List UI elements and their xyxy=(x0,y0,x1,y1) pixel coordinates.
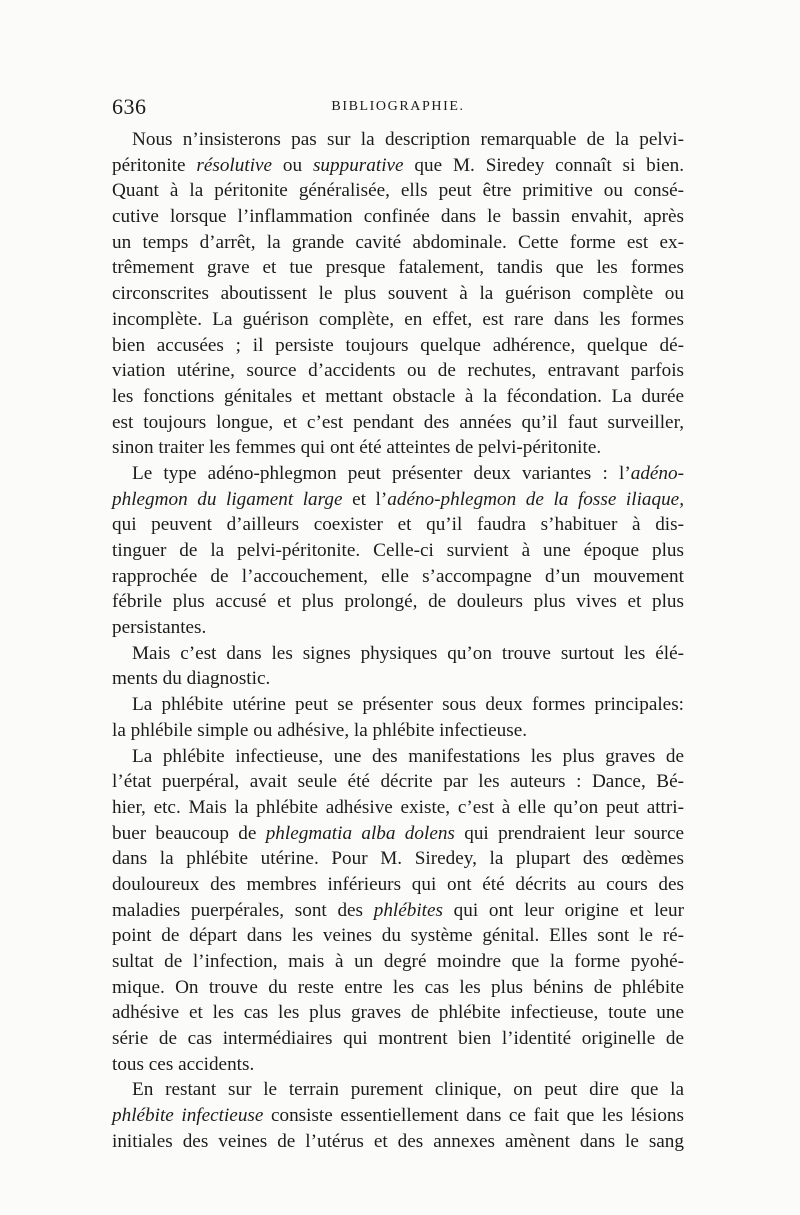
text-line xyxy=(112,333,684,359)
italic-text: phlegmatia alba dolens xyxy=(265,822,455,844)
text-segment: mique. On trouve du reste entre les cas les plus bénins de phlébite xyxy=(112,976,684,998)
text-segment: trêmement grave et tue presque fatalement, tandis que les formes xyxy=(112,257,684,279)
italic-text: adéno- xyxy=(630,462,684,484)
text-segment: Le type adéno-phlegmon peut présenter deux variantes : l’ xyxy=(132,462,631,484)
text-line xyxy=(112,1000,684,1026)
text-line xyxy=(112,744,684,770)
text-line xyxy=(112,898,684,924)
text-segment: circonscrites aboutissent le plus souvent à la guérison complète ou xyxy=(112,283,684,305)
text-line xyxy=(112,230,684,256)
text-segment: viation utérine, source d’accidents ou de rechutes, entravant parfois xyxy=(112,360,684,382)
text-line xyxy=(112,666,684,692)
text-line xyxy=(112,1129,684,1155)
text-line xyxy=(112,512,684,538)
text-segment: En restant sur le terrain purement clinique, on peut dire que la xyxy=(132,1079,684,1101)
text-line xyxy=(112,153,684,179)
text-line xyxy=(112,538,684,564)
text-line xyxy=(112,178,684,204)
text-line xyxy=(112,718,684,744)
text-segment: douloureux des membres inférieurs qui ont été décrits au cours des xyxy=(112,873,684,895)
text-segment: point de départ dans les veines du système génital. Elles sont le ré- xyxy=(112,925,684,947)
text-segment: que M. Siredey connaît si bien. xyxy=(403,154,685,176)
text-line xyxy=(112,975,684,1001)
text-line xyxy=(112,1052,684,1078)
text-line xyxy=(112,435,684,461)
body-text xyxy=(112,127,684,1155)
text-segment: tinguer de la pelvi-péritonite. Celle-ci survient à une époque plus xyxy=(112,540,684,561)
text-segment: bien accusées ; il persiste toujours quelque adhérence, quelque dé- xyxy=(112,334,684,356)
text-segment: Quant à la péritonite généralisée, ells peut être primitive ou consé- xyxy=(112,180,684,202)
text-segment: qui ont leur origine et leur xyxy=(443,899,684,921)
text-segment: ments du diagnostic. xyxy=(112,668,271,690)
text-segment: série de cas intermédiaires qui montrent bien l’identité originelle de xyxy=(112,1028,684,1050)
text-segment: ou xyxy=(272,154,313,176)
text-line xyxy=(112,307,684,333)
text-line xyxy=(112,410,684,436)
text-line xyxy=(112,204,684,230)
text-segment: La phlébite utérine peut se présenter sous deux formes principales: xyxy=(132,694,684,716)
text-segment: La phlébite infectieuse, une des manifestations les plus graves de xyxy=(132,745,684,767)
text-line xyxy=(112,641,684,667)
running-title: BIBLIOGRAPHIE. xyxy=(331,99,465,114)
text-line xyxy=(112,384,684,410)
text-line xyxy=(112,1077,684,1103)
text-segment: sinon traiter les femmes qui ont été atteintes de pelvi-péritonite. xyxy=(112,437,602,459)
text-segment: les fonctions génitales et mettant obstacle à la fécondation. La durée xyxy=(112,385,684,407)
text-segment: dans la phlébite utérine. Pour M. Siredey, la plupart des œdèmes xyxy=(112,848,684,870)
text-segment: incomplète. La guérison complète, en effet, est rare dans les formes xyxy=(112,308,684,330)
text-segment: sultat de l’infection, mais à un degré moindre que la forme pyohé- xyxy=(112,951,684,972)
text-segment: fébrile plus accusé et plus prolongé, de douleurs plus vives et plus xyxy=(112,591,684,613)
text-segment: est toujours longue, et c’est pendant des années qu’il faut surveiller, xyxy=(112,411,684,433)
italic-text: phlébite infectieuse xyxy=(112,1105,264,1127)
text-line xyxy=(112,795,684,821)
page-header xyxy=(112,94,684,124)
italic-text: phlegmon du ligament large xyxy=(112,488,343,510)
text-segment: consiste essentiellement dans ce fait que les lésions xyxy=(263,1105,684,1127)
text-line xyxy=(112,692,684,718)
text-segment: et l’ xyxy=(342,488,388,510)
text-line xyxy=(112,487,684,513)
italic-text: adéno-phlegmon de la fosse iliaque, xyxy=(387,488,684,510)
text-segment: maladies puerpérales, sont des xyxy=(112,899,374,921)
text-segment: un temps d’arrêt, la grande cavité abdominale. Cette forme est ex- xyxy=(112,231,684,253)
text-segment: adhésive et les cas les plus graves de phlébite infectieuse, toute une xyxy=(112,1002,684,1024)
text-segment: initiales des veines de l’utérus et des annexes amènent dans le sang xyxy=(112,1130,684,1152)
text-segment: qui prendraient leur source xyxy=(454,822,684,844)
text-line xyxy=(112,358,684,384)
text-line xyxy=(112,769,684,795)
text-line xyxy=(112,1026,684,1052)
text-segment: hier, etc. Mais la phlébite adhésive existe, c’est à elle qu’on peut attri- xyxy=(112,796,684,818)
text-line xyxy=(112,821,684,847)
text-line xyxy=(112,846,684,872)
text-segment: buer beaucoup de xyxy=(112,822,266,844)
italic-text: phlébites xyxy=(373,899,443,921)
text-line xyxy=(112,589,684,615)
text-segment: Nous n’insisterons pas sur la description remarquable de la pelvi- xyxy=(132,129,684,150)
text-line xyxy=(112,255,684,281)
text-line xyxy=(112,127,684,153)
text-segment: l’état puerpéral, avait seule été décrite par les auteurs : Dance, Bé- xyxy=(112,771,684,793)
italic-text: suppurative xyxy=(312,154,404,176)
text-segment: tous ces accidents. xyxy=(112,1053,255,1075)
page-number: 636 xyxy=(112,94,147,119)
text-segment: rapprochée de l’accouchement, elle s’accompagne d’un mouvement xyxy=(112,565,684,587)
text-line xyxy=(112,615,684,641)
text-line xyxy=(112,461,684,487)
text-segment: la phlébile simple ou adhésive, la phlébite infectieuse. xyxy=(112,719,528,741)
text-line xyxy=(112,281,684,307)
text-segment: persistantes. xyxy=(112,617,207,639)
text-line xyxy=(112,923,684,949)
text-line xyxy=(112,872,684,898)
italic-text: résolutive xyxy=(196,154,273,176)
text-segment: qui peuvent d’ailleurs coexister et qu’il faudra s’habituer à dis- xyxy=(112,514,684,536)
text-line xyxy=(112,1103,684,1129)
text-segment: cutive lorsque l’inflammation confinée dans le bassin envahit, après xyxy=(112,206,684,228)
text-line xyxy=(112,564,684,590)
text-line xyxy=(112,949,684,975)
text-segment: Mais c’est dans les signes physiques qu’on trouve surtout les élé- xyxy=(132,642,684,664)
text-segment: péritonite xyxy=(112,154,197,176)
